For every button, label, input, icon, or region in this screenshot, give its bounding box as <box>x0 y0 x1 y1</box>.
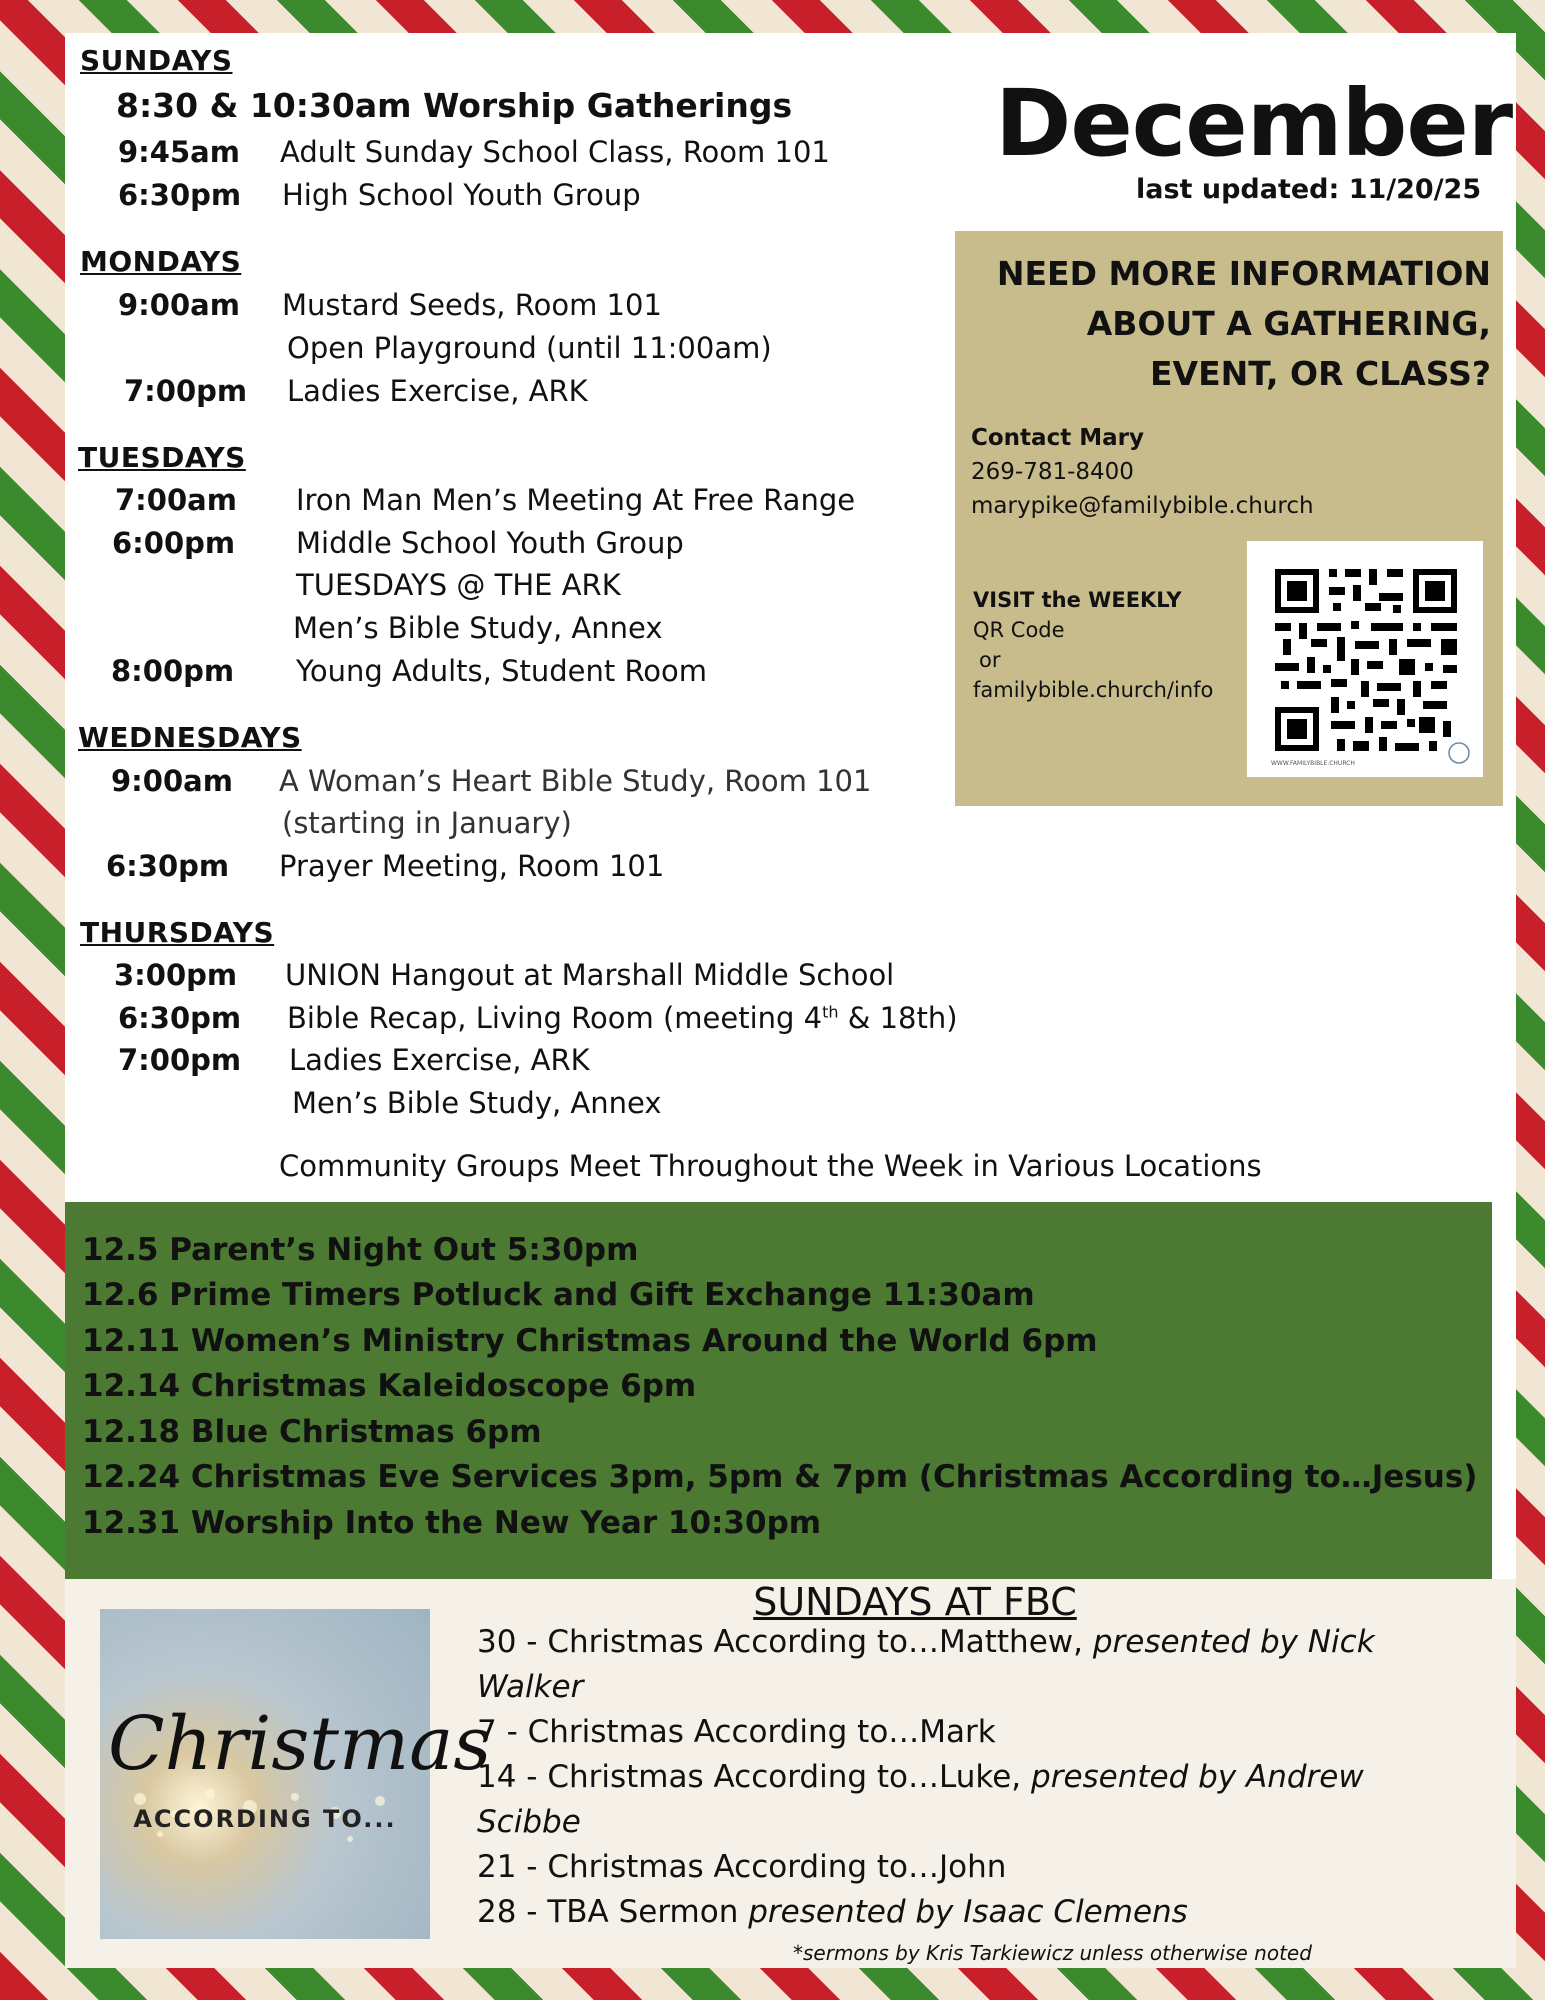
time-label: 9:45am <box>118 135 240 169</box>
time-label: 6:30pm <box>106 849 230 883</box>
last-updated: last updated: 11/20/25 <box>1136 174 1482 205</box>
mondays-heading: MONDAYS <box>80 245 242 278</box>
event-item: 12.24 Christmas Eve Services 3pm, 5pm & 7pm (Christmas According to…Jesus) <box>82 1459 1478 1495</box>
visit-url[interactable]: familybible.church/info <box>973 678 1214 702</box>
event-text: Bible Recap, Living Room (meeting 4 <box>287 1001 823 1035</box>
contact-name: Contact Mary <box>971 425 1144 451</box>
event-item: 12.5 Parent’s Night Out 5:30pm <box>82 1232 639 1268</box>
sermon-presenter: Scibbe <box>477 1804 581 1840</box>
event-item: 12.31 Worship Into the New Year 10:30pm <box>82 1505 822 1541</box>
sermon-item <box>477 1890 1497 1935</box>
visit-label: VISIT the WEEKLY <box>973 588 1182 612</box>
event-item: 12.14 Christmas Kaleidoscope 6pm <box>82 1368 697 1404</box>
qr-code-graphic <box>1247 541 1483 777</box>
info-heading <box>971 249 1491 399</box>
sermon-item <box>477 1800 1497 1845</box>
event-label: Adult Sunday School Class, Room 101 <box>280 135 830 169</box>
event-label: Iron Man Men’s Meeting At Free Range <box>296 483 856 517</box>
event-label: Mustard Seeds, Room 101 <box>282 288 662 322</box>
visit-block <box>973 585 1213 705</box>
event-label: Ladies Exercise, ARK <box>289 1043 590 1077</box>
time-label: 7:00pm <box>124 374 248 408</box>
event-label: UNION Hangout at Marshall Middle School <box>285 958 895 992</box>
month-title: December <box>995 70 1513 177</box>
sermon-item <box>477 1845 1497 1890</box>
sundays-at-fbc-title: SUNDAYS AT FBC <box>753 1580 1077 1624</box>
worship-gatherings: 8:30 & 10:30am Worship Gatherings <box>116 86 793 125</box>
event-label: High School Youth Group <box>282 178 641 212</box>
time-label: 6:30pm <box>118 178 242 212</box>
event-item: 12.6 Prime Timers Potluck and Gift Exchange 11:30am <box>82 1277 1035 1313</box>
visit-or-text: or <box>979 648 1001 672</box>
events-box <box>65 1202 1492 1579</box>
time-label: 6:00pm <box>112 526 236 560</box>
time-label: 3:00pm <box>114 958 238 992</box>
visit-qr-text: QR Code <box>973 618 1065 642</box>
sermon-item <box>477 1665 1497 1710</box>
qr-code[interactable] <box>1247 541 1483 777</box>
sermon-item <box>477 1620 1497 1665</box>
time-label: 7:00pm <box>118 1043 242 1077</box>
sermon-item <box>477 1755 1497 1800</box>
event-label: TUESDAYS @ THE ARK <box>296 568 621 602</box>
event-label: (starting in January) <box>282 806 572 840</box>
time-label: 8:00pm <box>111 654 235 688</box>
sermon-presenter: presented by Isaac Clemens <box>748 1894 1188 1930</box>
wednesdays-heading: WEDNESDAYS <box>78 721 302 754</box>
tuesdays-heading: TUESDAYS <box>78 441 246 474</box>
event-label: Prayer Meeting, Room 101 <box>279 849 665 883</box>
contact-email[interactable]: marypike@familybible.church <box>971 493 1314 519</box>
event-label: Men’s Bible Study, Annex <box>292 1086 662 1120</box>
sermon-text: 7 - Christmas According to…Mark <box>477 1714 996 1750</box>
event-label: Young Adults, Student Room <box>296 654 708 688</box>
sundays-heading: SUNDAYS <box>80 44 233 77</box>
info-heading-line: ABOUT A GATHERING, <box>1086 304 1491 343</box>
event-label <box>287 1001 958 1035</box>
time-label: 7:00am <box>115 483 237 517</box>
christmas-series-image <box>100 1609 492 1939</box>
event-label: A Woman’s Heart Bible Study, Room 101 <box>279 764 872 798</box>
event-item: 12.18 Blue Christmas 6pm <box>82 1414 542 1450</box>
event-label: Ladies Exercise, ARK <box>287 374 588 408</box>
event-text: & 18th) <box>838 1001 958 1035</box>
contact-phone[interactable]: 269-781-8400 <box>971 459 1134 485</box>
event-label: Men’s Bible Study, Annex <box>293 611 663 645</box>
qr-caption: WWW.FAMILYBIBLE.CHURCH <box>1271 760 1355 767</box>
contact-block <box>971 421 1314 523</box>
time-label: 9:00am <box>111 764 233 798</box>
thursdays-heading: THURSDAYS <box>80 916 275 949</box>
event-label: Middle School Youth Group <box>296 526 684 560</box>
sermon-item <box>477 1710 1497 1755</box>
ordinal-suffix: th <box>822 1002 839 1022</box>
community-groups-note: Community Groups Meet Throughout the Week in Various Locations <box>279 1149 1262 1183</box>
event-item: 12.11 Women’s Ministry Christmas Around the World 6pm <box>82 1323 1098 1359</box>
sermon-presenter: presented by Andrew <box>1031 1759 1364 1795</box>
sermon-presenter: Walker <box>477 1669 584 1705</box>
sermon-list <box>477 1620 1497 1935</box>
sermon-text: 28 - TBA Sermon <box>477 1894 749 1930</box>
sermon-text: 14 - Christmas According to…Luke, <box>477 1759 1032 1795</box>
event-label: Open Playground (until 11:00am) <box>287 331 772 365</box>
sermon-text: 21 - Christmas According to…John <box>477 1849 1007 1885</box>
christmas-script-title: Christmas <box>108 1701 492 1787</box>
time-label: 6:30pm <box>118 1001 242 1035</box>
sermon-text: 30 - Christmas According to…Matthew, <box>477 1624 1093 1660</box>
time-label: 9:00am <box>118 288 240 322</box>
info-heading-line: EVENT, OR CLASS? <box>1149 354 1491 393</box>
info-heading-line: NEED MORE INFORMATION <box>996 254 1491 293</box>
sermons-footnote: *sermons by Kris Tarkiewicz unless otherwise noted <box>793 1941 1312 1965</box>
sermon-presenter: presented by Nick <box>1092 1624 1375 1660</box>
according-to-subtitle: ACCORDING TO... <box>133 1805 397 1833</box>
